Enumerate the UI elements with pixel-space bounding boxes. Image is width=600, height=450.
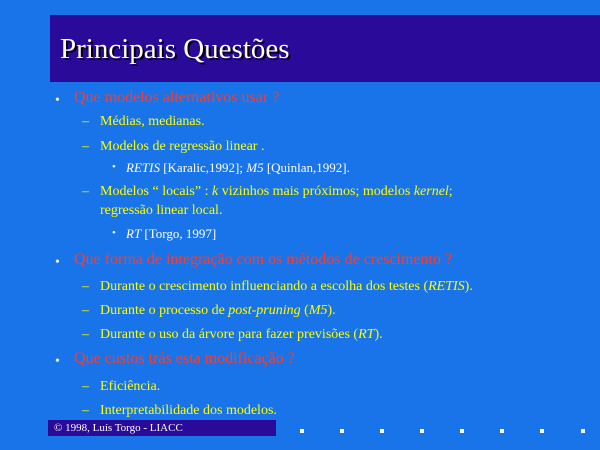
- q3-item-2: Interpretabilidade dos modelos.: [100, 403, 277, 418]
- dot-icon: [340, 429, 344, 433]
- bullet-icon: •: [55, 255, 60, 270]
- dot-icon: [500, 429, 504, 433]
- dot-icon: [581, 429, 585, 433]
- dash-icon: –: [82, 139, 89, 154]
- q3-item-1: Eficiência.: [100, 379, 161, 394]
- bullet-icon: •: [55, 354, 60, 369]
- dash-icon: –: [82, 279, 89, 294]
- small-bullet-icon: •: [112, 161, 116, 173]
- dot-icon: [300, 429, 304, 433]
- bullet-icon: •: [55, 93, 60, 108]
- q2-item-1: Durante o crescimento influenciando a escolha dos testes (RETIS).: [100, 279, 473, 294]
- small-bullet-icon: •: [112, 227, 116, 239]
- q1-subitem-2: RT [Torgo, 1997]: [126, 226, 217, 241]
- dot-icon: [420, 429, 424, 433]
- q1-item-3: Modelos “ locais” : k vizinhos mais próximos; modelos kernel; regressão linear local.: [100, 184, 453, 218]
- footer-copyright: © 1998, Luís Torgo - LIACC: [54, 422, 183, 434]
- dash-icon: –: [82, 114, 89, 129]
- q2-item-3: Durante o uso da árvore para fazer previsões (RT).: [100, 327, 383, 342]
- q1-subitem-1: RETIS [Karalic,1992]; M5 [Quinlan,1992].: [126, 160, 350, 175]
- dash-icon: –: [82, 184, 89, 199]
- dash-icon: –: [82, 403, 89, 418]
- dot-icon: [540, 429, 544, 433]
- q1-item-1: Médias, medianas.: [100, 114, 205, 129]
- q1-item-2: Modelos de regressão linear .: [100, 139, 265, 154]
- slide-title: Principais Questões: [60, 33, 290, 65]
- dash-icon: –: [82, 303, 89, 318]
- dash-icon: –: [82, 327, 89, 342]
- question-3: Que custos trás esta modificação ?: [74, 350, 295, 367]
- dot-icon: [460, 429, 464, 433]
- q2-item-2: Durante o processo de post-pruning (M5).: [100, 303, 336, 318]
- dash-icon: –: [82, 379, 89, 394]
- question-1: Que modelos alternativos usar ?: [74, 89, 280, 106]
- question-2: Que forma de integração com os métodos de crescimento ?: [74, 251, 453, 268]
- dot-icon: [380, 429, 384, 433]
